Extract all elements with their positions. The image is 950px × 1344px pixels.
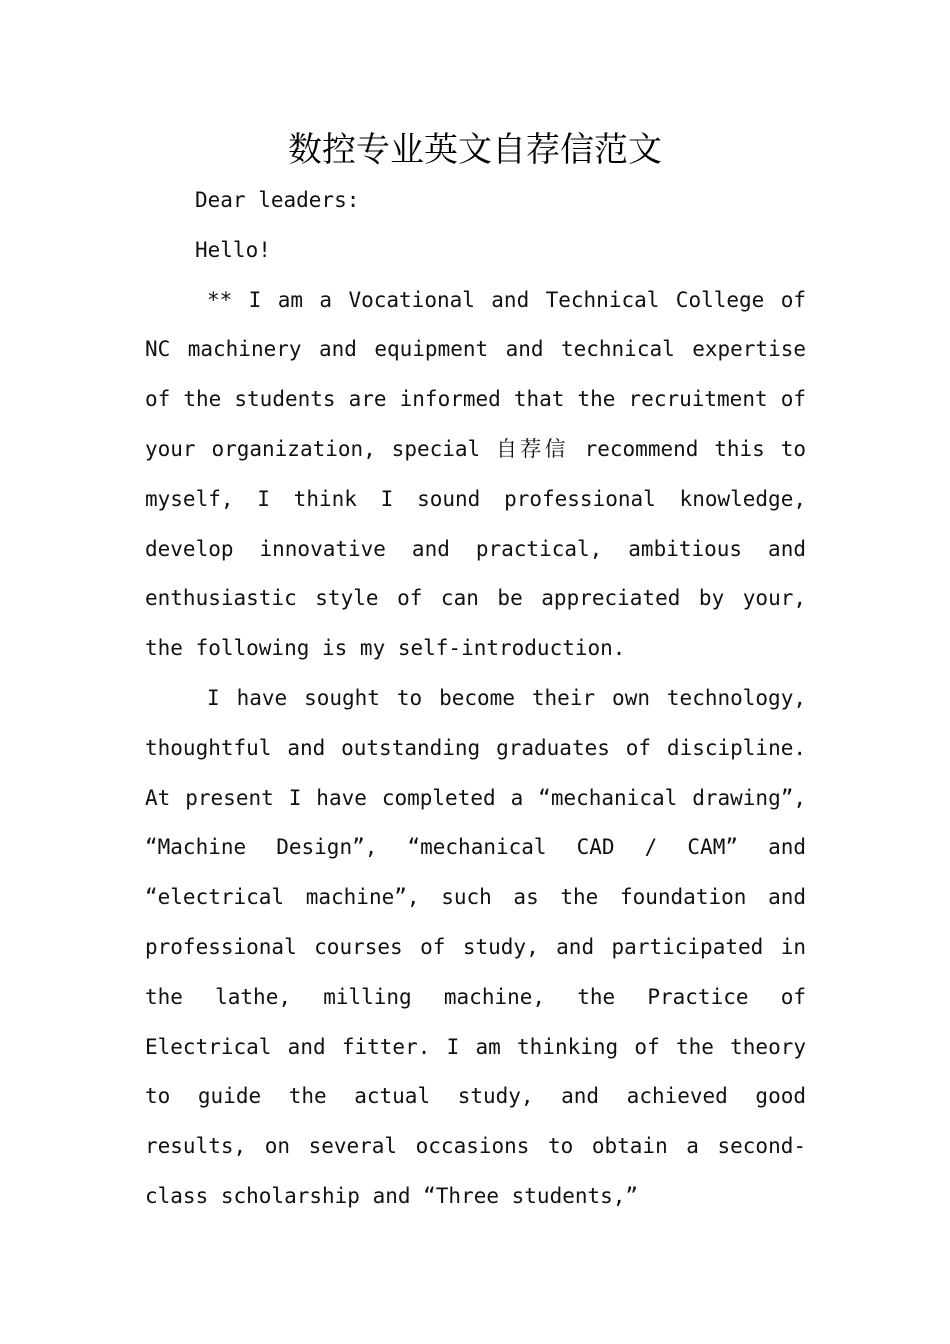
letter-body bbox=[145, 176, 806, 1222]
document-title: 数控专业英文自荐信范文 bbox=[288, 130, 662, 170]
salutation-line: Dear leaders: bbox=[195, 188, 360, 212]
greeting-line: Hello! bbox=[195, 237, 271, 262]
paragraph-introduction: ** I am a Vocational and Technical College of NC machinery and equipment and technical expertise of the students are informed that the recruitment of your organization, special 自荐信 recommend this to myself, I think I sound professional knowledge, develop innovative and practical, ambitious and enthusiastic style of can be appreciated by your, the following is my self-introduction. bbox=[145, 287, 806, 661]
paragraph-studies: I have sought to become their own technology, thoughtful and outstanding graduates of discipline. At present I have completed a “mechanical drawing”, “Machine Design”, “mechanical CAD / CAM” and “electrical machine”, such as the foundation and professional courses of study, and participated in the lathe, milling machine, the Practice of Electrical and fitter. I am thinking of the theory to guide the actual study, and achieved good results, on several occasions to obtain a second-class scholarship and “Three students,” bbox=[145, 685, 806, 1208]
